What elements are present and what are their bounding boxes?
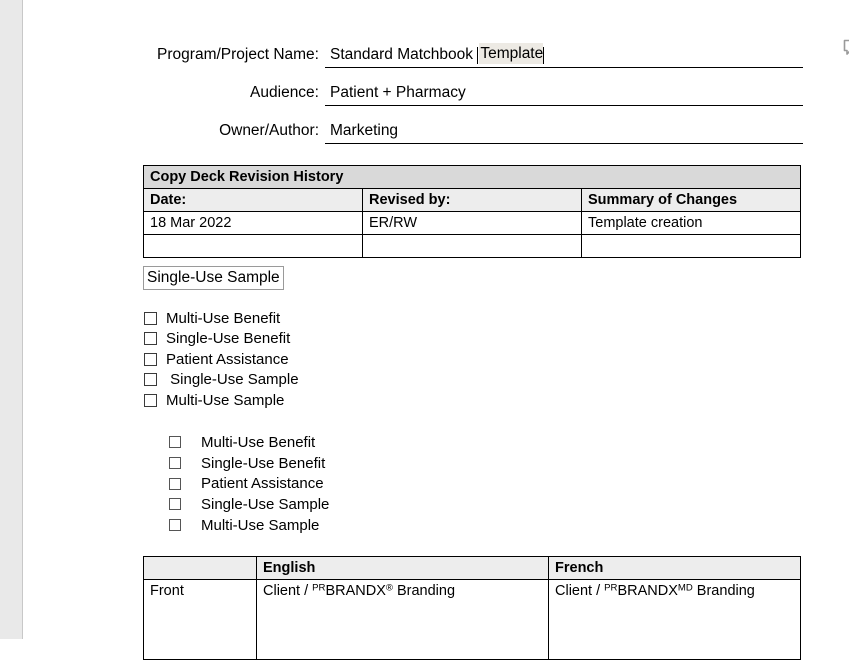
project-info-form [143,30,803,144]
english-sup-brand: PR [312,582,326,594]
checkbox-icon[interactable] [144,373,157,386]
cell-date[interactable] [144,235,363,258]
document-page [23,0,849,639]
cell-french-copy[interactable] [549,580,801,660]
list-item-label: Patient Assistance [201,475,324,493]
cell-summary[interactable] [582,235,801,258]
table-row [144,235,801,258]
english-prefix: Client / [263,583,313,599]
col-header-french: French [549,557,801,580]
text-caret [543,47,544,64]
field-owner-author[interactable] [325,118,803,144]
cell-revised-by[interactable]: ER/RW [363,212,582,235]
english-suffix: Branding [392,583,456,599]
value-program-name-plain: Standard Matchbook [330,46,478,63]
value-program-name-highlighted: Template [480,45,544,62]
list-item-label: Multi-Use Sample [201,516,320,534]
english-sup-mark: ® [385,582,393,594]
table-row [144,580,801,660]
checkbox-icon[interactable] [169,498,181,510]
checkbox-icon[interactable] [144,312,157,325]
value-owner-author: Marketing [330,122,399,139]
checkbox-icon[interactable] [169,519,181,531]
list-item[interactable] [144,329,299,350]
col-header-summary: Summary of Changes [582,189,801,212]
english-brand: BRANDX [325,583,386,599]
french-brand: BRANDX [617,583,678,599]
cell-side-label[interactable]: Front [144,580,257,660]
comment-bubble-icon[interactable] [841,37,849,59]
french-suffix: Branding [692,583,755,599]
table-header-row [144,557,801,580]
col-header-blank [144,557,257,580]
checkbox-icon[interactable] [169,457,181,469]
checklist-secondary [169,432,329,535]
list-item-label: Multi-Use Sample [166,391,285,409]
col-header-date: Date: [144,189,363,212]
french-prefix: Client / [555,583,605,599]
label-owner-author: Owner/Author: [219,122,319,139]
col-header-english: English [257,557,549,580]
cell-summary[interactable]: Template creation [582,212,801,235]
layout-copy-table [143,556,801,660]
text-caret-leading [477,47,478,64]
checkbox-icon[interactable] [169,436,181,448]
list-item[interactable] [169,453,329,474]
value-audience: Patient + Pharmacy [330,84,466,101]
list-item[interactable] [144,390,299,411]
list-item[interactable] [169,473,329,494]
list-item[interactable] [144,370,299,391]
list-item[interactable] [144,349,299,370]
revision-history-table [143,165,801,258]
form-row-program-name [143,30,803,68]
list-item[interactable] [169,432,329,453]
form-row-owner-author [143,106,803,144]
list-item[interactable] [144,308,299,329]
label-audience: Audience: [250,84,319,101]
french-sup-mark: MD [677,582,693,594]
table-banner-row [144,166,801,189]
table-row [144,212,801,235]
list-item-label: Multi-Use Benefit [201,433,316,451]
cell-date[interactable]: 18 Mar 2022 [144,212,363,235]
form-row-audience [143,68,803,106]
list-item-label: Single-Use Sample [166,371,299,389]
selected-type-field[interactable]: Single-Use Sample [143,266,284,290]
revision-history-banner: Copy Deck Revision History [144,166,801,189]
list-item[interactable] [169,494,329,515]
checkbox-icon[interactable] [144,394,157,407]
list-item-label: Patient Assistance [166,350,289,368]
page-left-gutter [0,0,23,639]
cell-revised-by[interactable] [363,235,582,258]
list-item[interactable] [169,515,329,536]
col-header-revised-by: Revised by: [363,189,582,212]
checkbox-icon[interactable] [144,353,157,366]
list-item-label: Multi-Use Benefit [166,309,281,327]
checkbox-icon[interactable] [144,332,157,345]
cell-english-copy[interactable] [257,580,549,660]
list-item-label: Single-Use Benefit [166,330,291,348]
checkbox-icon[interactable] [169,478,181,490]
list-item-label: Single-Use Sample [201,495,330,513]
table-header-row [144,189,801,212]
field-audience[interactable] [325,80,803,106]
list-item-label: Single-Use Benefit [201,454,326,472]
french-sup-brand: PR [604,582,618,594]
field-program-name[interactable] [325,42,803,68]
label-program-name: Program/Project Name: [157,46,319,63]
checklist-primary [144,308,299,411]
